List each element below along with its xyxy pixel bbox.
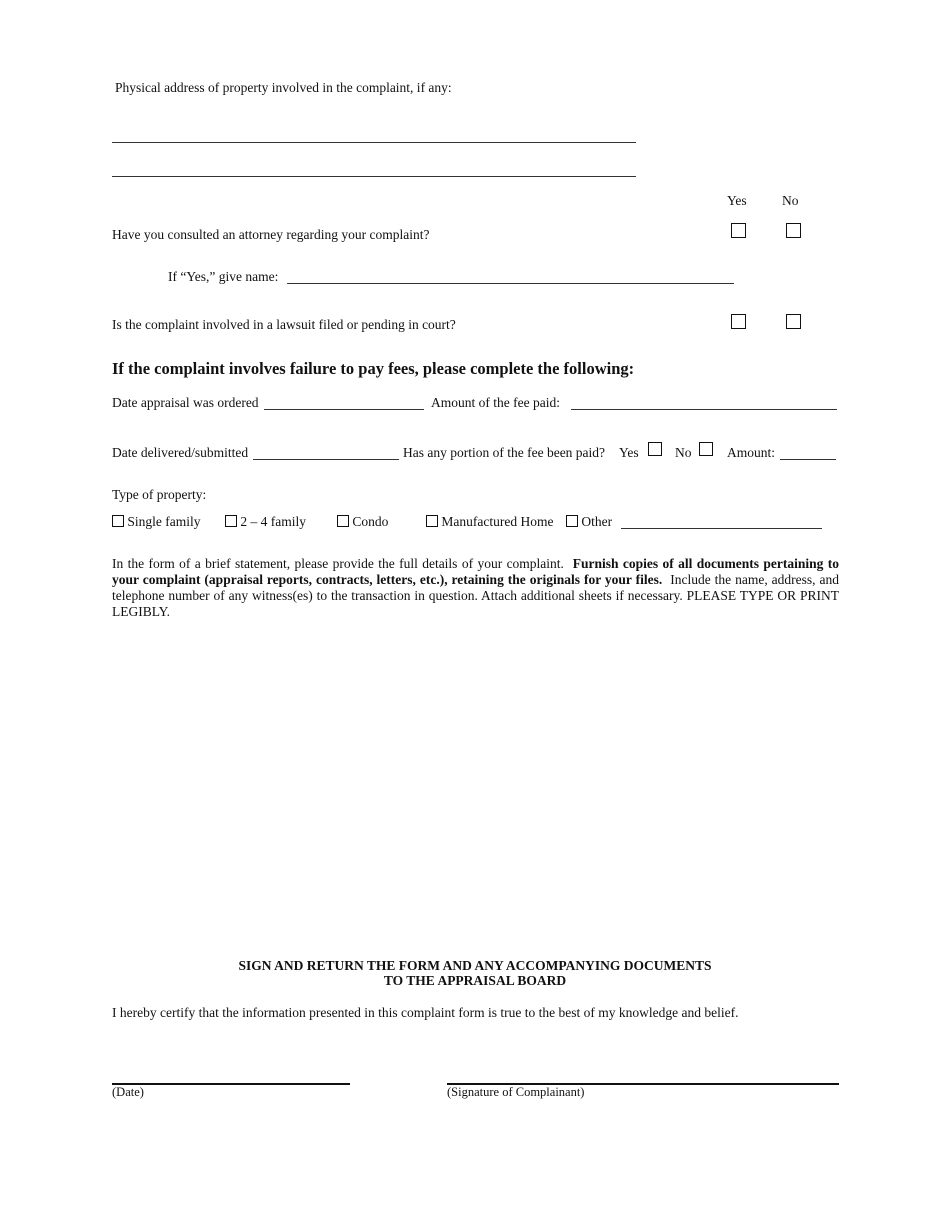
- no-column-header: No: [782, 193, 799, 208]
- portion-paid-yes-checkbox[interactable]: [648, 442, 662, 459]
- property-address-label: Physical address of property involved in the complaint, if any:: [115, 80, 452, 95]
- statement-intro: In the form of a brief statement, please provide the full details of your complaint.: [112, 556, 564, 571]
- amount-paid-field[interactable]: [571, 409, 837, 410]
- attorney-question: Have you consulted an attorney regarding your complaint?: [112, 227, 430, 242]
- signature-caption: (Signature of Complainant): [447, 1085, 585, 1099]
- other-property-field[interactable]: [621, 528, 822, 529]
- statement-rest: Include the name, address, and telephone number of any witness(es) to the transaction in question. Attach additional sheets if necessary. PLEASE TYPE OR PRINT LEGIBLY.: [112, 572, 840, 619]
- date-ordered-field[interactable]: [264, 409, 424, 410]
- manufactured-home-label: Manufactured Home: [441, 514, 554, 529]
- property-option-manufactured-home[interactable]: [426, 514, 553, 530]
- lawsuit-question: Is the complaint involved in a lawsuit filed or pending in court?: [112, 317, 456, 332]
- attorney-name-label: If “Yes,” give name:: [168, 269, 279, 284]
- condo-checkbox[interactable]: [337, 515, 349, 527]
- two-four-family-checkbox[interactable]: [225, 515, 237, 527]
- portion-amount-label: Amount:: [727, 445, 776, 460]
- date-delivered-label: Date delivered/submitted: [112, 445, 249, 460]
- statement-bold: Furnish copies of all documents pertaining to your complaint (appraisal reports, contracts, letters, etc.), retaining the originals for your files.: [112, 556, 839, 587]
- portion-paid-yes-label: Yes: [619, 445, 639, 460]
- lawsuit-no-checkbox[interactable]: [786, 314, 801, 329]
- date-signature-line[interactable]: [112, 1083, 350, 1085]
- sign-return-line-2: TO THE APPRAISAL BOARD: [383, 973, 567, 988]
- property-option-2-4-family[interactable]: [225, 514, 306, 530]
- address-line-1[interactable]: [112, 142, 636, 143]
- statement-instructions: [112, 556, 839, 620]
- address-line-2[interactable]: [112, 176, 636, 177]
- certification-statement: I hereby certify that the information presented in this complaint form is true to the best of my knowledge and belief.: [112, 1005, 739, 1020]
- attorney-yes-checkbox[interactable]: [731, 223, 746, 238]
- other-label: Other: [581, 514, 613, 529]
- sign-return-line-1: SIGN AND RETURN THE FORM AND ANY ACCOMPANYING DOCUMENTS: [238, 958, 712, 973]
- property-type-label: Type of property:: [112, 487, 207, 502]
- attorney-no-checkbox[interactable]: [786, 223, 801, 238]
- date-caption: (Date): [112, 1085, 144, 1099]
- single-family-label: Single family: [127, 514, 201, 529]
- date-ordered-label: Date appraisal was ordered: [112, 395, 259, 410]
- portion-paid-question: Has any portion of the fee been paid?: [403, 445, 606, 460]
- two-four-family-label: 2 – 4 family: [240, 514, 306, 529]
- property-option-other[interactable]: [566, 514, 612, 530]
- amount-paid-label: Amount of the fee paid:: [431, 395, 560, 410]
- attorney-name-field[interactable]: [287, 283, 734, 284]
- single-family-checkbox[interactable]: [112, 515, 124, 527]
- property-option-condo[interactable]: [337, 514, 388, 530]
- manufactured-home-checkbox[interactable]: [426, 515, 438, 527]
- portion-amount-field[interactable]: [780, 459, 836, 460]
- yes-column-header: Yes: [727, 193, 747, 208]
- portion-paid-no-label: No: [675, 445, 692, 460]
- date-delivered-field[interactable]: [253, 459, 399, 460]
- other-checkbox[interactable]: [566, 515, 578, 527]
- fees-section-heading: If the complaint involves failure to pay fees, please complete the following:: [112, 359, 635, 378]
- lawsuit-yes-checkbox[interactable]: [731, 314, 746, 329]
- portion-paid-no-checkbox[interactable]: [699, 442, 713, 459]
- property-option-single-family[interactable]: [112, 514, 201, 530]
- statement-writing-area[interactable]: [112, 630, 839, 940]
- condo-label: Condo: [352, 514, 389, 529]
